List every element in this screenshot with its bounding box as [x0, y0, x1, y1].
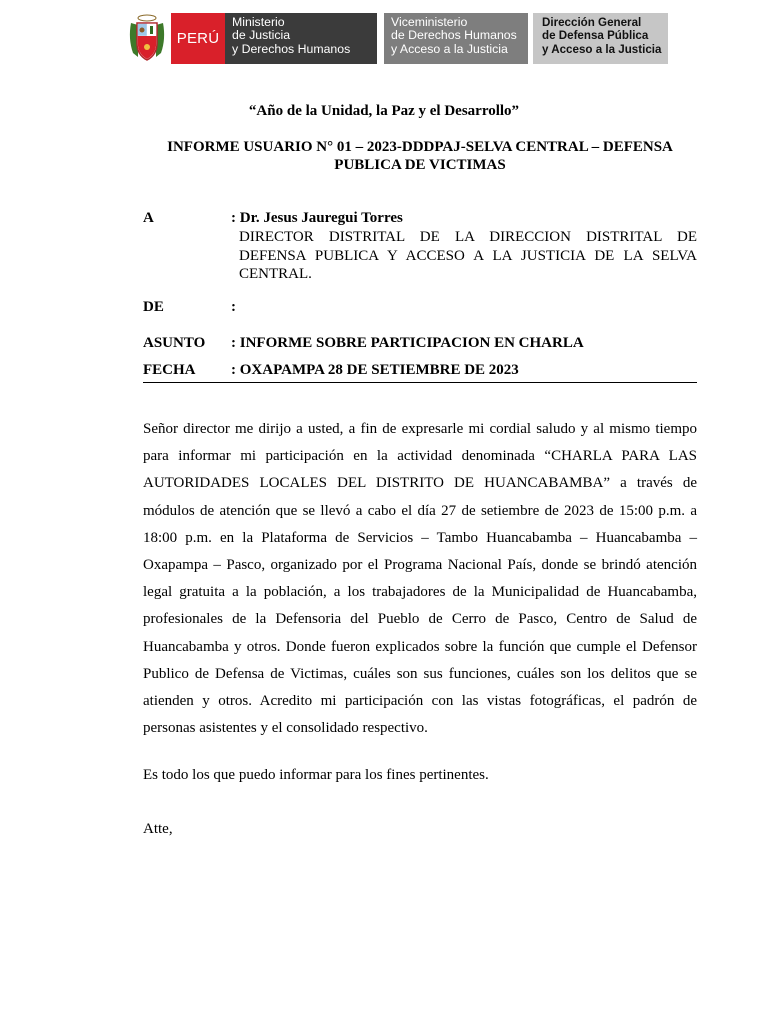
ministry-line: de Justicia	[232, 28, 291, 43]
from-label: DE	[143, 299, 164, 315]
institutional-header	[128, 13, 668, 64]
viceministry-line: Viceministerio	[391, 15, 468, 29]
from-value: :	[231, 299, 236, 315]
to-position-line: CENTRAL.	[239, 266, 312, 282]
body-line: 18:00 p.m. en la Plataforma de Servicios – Tambo Huancabamba – Huancabamba –	[143, 529, 697, 546]
to-position	[239, 228, 697, 284]
body-paragraph	[143, 416, 697, 742]
ministry-block	[225, 13, 377, 64]
header-divider	[143, 382, 697, 383]
peru-brand-block	[171, 13, 225, 64]
peru-label: PERÚ	[176, 30, 220, 47]
directorate-block	[533, 13, 668, 64]
body-line: para informar mi participación en la actividad denominada “CHARLA PARA LAS	[143, 448, 697, 465]
body-line: Oxapampa – Pasco, organizado por el Programa Nacional País, donde se brindó atención	[143, 556, 697, 573]
directorate-line: Dirección General	[542, 16, 642, 29]
to-label: A	[143, 210, 154, 226]
body-line: personas asistentes y el consolidado respectivo.	[143, 720, 428, 737]
ministry-line: Ministerio	[232, 15, 285, 29]
viceministry-line: de Derechos Humanos	[391, 28, 517, 43]
date-value: : OXAPAMPA 28 DE SETIEMBRE DE 2023	[231, 362, 519, 378]
to-name: : Dr. Jesus Jauregui Torres	[231, 210, 403, 226]
body-line: atienden y otros. Acredito mi participación con las vistas fotográficas, el padrón de	[143, 692, 697, 709]
closing-sentence: Es todo los que puedo informar para los fines pertinentes.	[143, 767, 489, 783]
to-position-line: DIRECTOR DISTRITAL DE LA DIRECCION DISTRITAL DE	[239, 229, 697, 245]
subject-value: : INFORME SOBRE PARTICIPACION EN CHARLA	[231, 335, 584, 351]
report-title-line: INFORME USUARIO N° 01 – 2023-DDDPAJ-SELVA CENTRAL – DEFENSA	[167, 139, 673, 155]
body-line: Huancabamba y otros. Donde fueron explicados sobre la función que cumple el Defensor	[143, 638, 697, 655]
viceministry-line: y Acceso a la Justicia	[391, 41, 508, 56]
signoff: Atte,	[143, 821, 173, 837]
directorate-line: de Defensa Pública	[542, 29, 649, 43]
body-line: legal gratuita a la población, a los trabajadores de la Municipalidad de Huancabamba,	[143, 584, 697, 601]
body-line: Señor director me dirijo a usted, a fin de expresarle mi cordial saludo y al mismo tiempo	[143, 421, 697, 437]
body-line: AUTORIDADES LOCALES DEL DISTRITO DE HUANCABAMBA” a través de	[143, 475, 697, 492]
date-label: FECHA	[143, 362, 196, 378]
viceministry-block	[384, 13, 528, 64]
report-title-line: PUBLICA DE VICTIMAS	[334, 157, 506, 173]
directorate-line: y Acceso a la Justicia	[542, 42, 662, 56]
body-line: módulos de atención que se llevó a cabo el día 27 de setiembre de 2023 de 15:00 p.m. a	[143, 502, 697, 519]
peru-coat-of-arms-icon	[128, 13, 166, 64]
to-position-line: DEFENSA PUBLICA Y ACCESO A LA JUSTICIA DE LA SELVA	[239, 247, 697, 264]
subject-label: ASUNTO	[143, 335, 206, 351]
year-motto: “Año de la Unidad, la Paz y el Desarrollo”	[248, 103, 520, 119]
body-line: Publico de Defensa de Victimas, cuáles son sus funciones, cuáles son los delitos que se	[143, 665, 697, 682]
body-line: profesionales de la Defensoria del Pueblo de Cerro de Pasco, Centro de Salud de	[143, 611, 697, 628]
ministry-line: y Derechos Humanos	[232, 41, 351, 56]
